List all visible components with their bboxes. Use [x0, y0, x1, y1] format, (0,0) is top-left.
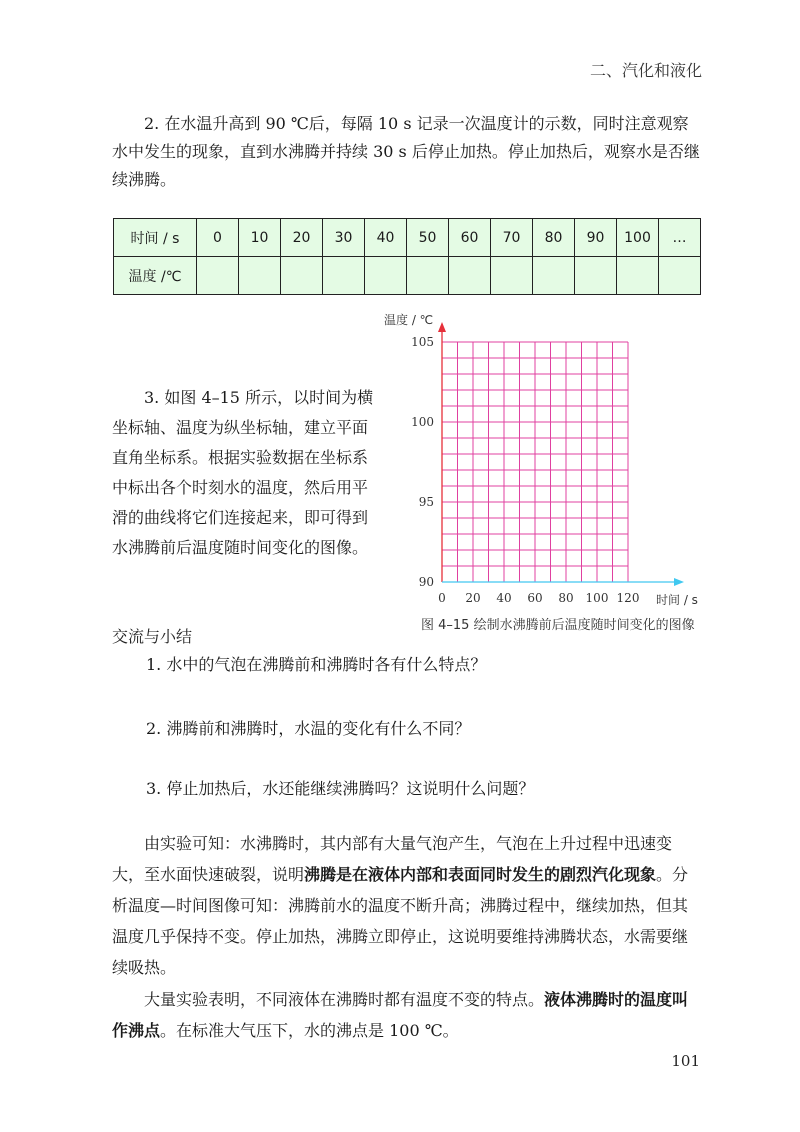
time-row-label: 时间 / s	[114, 219, 197, 257]
time-cell: 20	[281, 219, 323, 257]
conclusion-paragraph-2	[112, 984, 702, 1046]
conclusion-1-text-end: 。分析温度—时间图像可知：沸腾前水的温度不断升高；沸腾过程中，继续加热，但其温度几乎保持不变。停止加热，沸腾立即停止，这说明要维持沸腾状态，水需要继续吸热。	[112, 865, 689, 977]
figure-caption: 图 4–15 绘制水沸腾前后温度随时间变化的图像	[421, 618, 695, 633]
x-axis-arrow	[674, 578, 684, 586]
time-cell: 60	[449, 219, 491, 257]
temperature-cell	[533, 257, 575, 295]
temperature-cell	[659, 257, 701, 295]
time-cell: …	[659, 219, 701, 257]
temperature-cell	[449, 257, 491, 295]
time-cell: 80	[533, 219, 575, 257]
temperature-cell	[491, 257, 533, 295]
time-cell: 10	[239, 219, 281, 257]
y-tick-label: 105	[411, 335, 434, 349]
x-tick-label: 60	[527, 591, 543, 605]
time-cell: 30	[323, 219, 365, 257]
x-tick-label: 80	[558, 591, 574, 605]
y-tick-label: 90	[418, 575, 434, 589]
page-number: 101	[671, 1052, 700, 1070]
y-tick-label: 95	[418, 495, 434, 509]
conclusion-2-text: 大量实验表明，不同液体在沸腾时都有温度不变的特点。	[144, 990, 545, 1009]
question-2: 2. 沸腾前和沸腾时，水温的变化有什么不同？	[146, 719, 471, 738]
step2-paragraph: 2. 在水温升高到 90 ℃后，每隔 10 s 记录一次温度计的示数，同时注意观察水中发生的现象，直到水沸腾并持续 30 s 后停止加热。停止加热后，观察水是否继续沸腾。	[112, 114, 700, 189]
temperature-row	[114, 257, 701, 295]
temperature-cell	[617, 257, 659, 295]
conclusion-2-text-end: 。在标准大气压下，水的沸点是 100 ℃。	[160, 1021, 459, 1040]
boiling-point-definition: 液体沸腾时的温度叫作沸点	[112, 990, 689, 1040]
chart-grid	[442, 342, 628, 582]
section-title: 交流与小结	[112, 627, 193, 646]
time-cell: 40	[365, 219, 407, 257]
temperature-time-chart	[370, 300, 710, 610]
y-tick-label: 100	[411, 415, 434, 429]
temperature-row-label: 温度 /℃	[114, 257, 197, 295]
chapter-header: 二、汽化和液化	[589, 61, 702, 80]
x-tick-label: 0	[438, 591, 446, 605]
x-tick-label: 20	[465, 591, 481, 605]
x-axis-label: 时间 / s	[656, 593, 698, 607]
time-cell: 50	[407, 219, 449, 257]
time-cell: 0	[197, 219, 239, 257]
x-tick-label: 100	[585, 591, 609, 605]
temperature-cell	[365, 257, 407, 295]
temperature-cell	[323, 257, 365, 295]
observation-table	[113, 218, 701, 295]
boiling-definition: 沸腾是在液体内部和表面同时发生的剧烈汽化现象	[304, 865, 657, 884]
y-axis-label: 温度 / ℃	[384, 313, 434, 327]
temperature-cell	[407, 257, 449, 295]
time-row	[114, 219, 701, 257]
x-tick-label: 120	[616, 591, 640, 605]
question-1: 1. 水中的气泡在沸腾前和沸腾时各有什么特点？	[146, 655, 487, 674]
time-cell: 70	[491, 219, 533, 257]
temperature-cell	[575, 257, 617, 295]
temperature-cell	[197, 257, 239, 295]
conclusion-paragraph-1	[112, 828, 702, 983]
question-3: 3. 停止加热后，水还能继续沸腾吗？这说明什么问题？	[146, 779, 535, 798]
y-axis-arrow	[438, 322, 446, 332]
time-cell: 90	[575, 219, 617, 257]
temperature-cell	[239, 257, 281, 295]
temperature-cell	[281, 257, 323, 295]
step3-paragraph: 3. 如图 4–15 所示，以时间为横坐标轴、温度为纵坐标轴，建立平面直角坐标系。根据实验数据在坐标系中标出各个时刻水的温度，然后用平滑的曲线将它们连接起来，即可得到水沸腾前后温度随时间变化的图像。	[112, 388, 374, 557]
x-tick-label: 40	[496, 591, 512, 605]
time-cell: 100	[617, 219, 659, 257]
conclusion-1-text: 由实验可知：水沸腾时，其内部有大量气泡产生，气泡在上升过程中迅速变大，至水面快速破裂，说明	[112, 834, 673, 884]
